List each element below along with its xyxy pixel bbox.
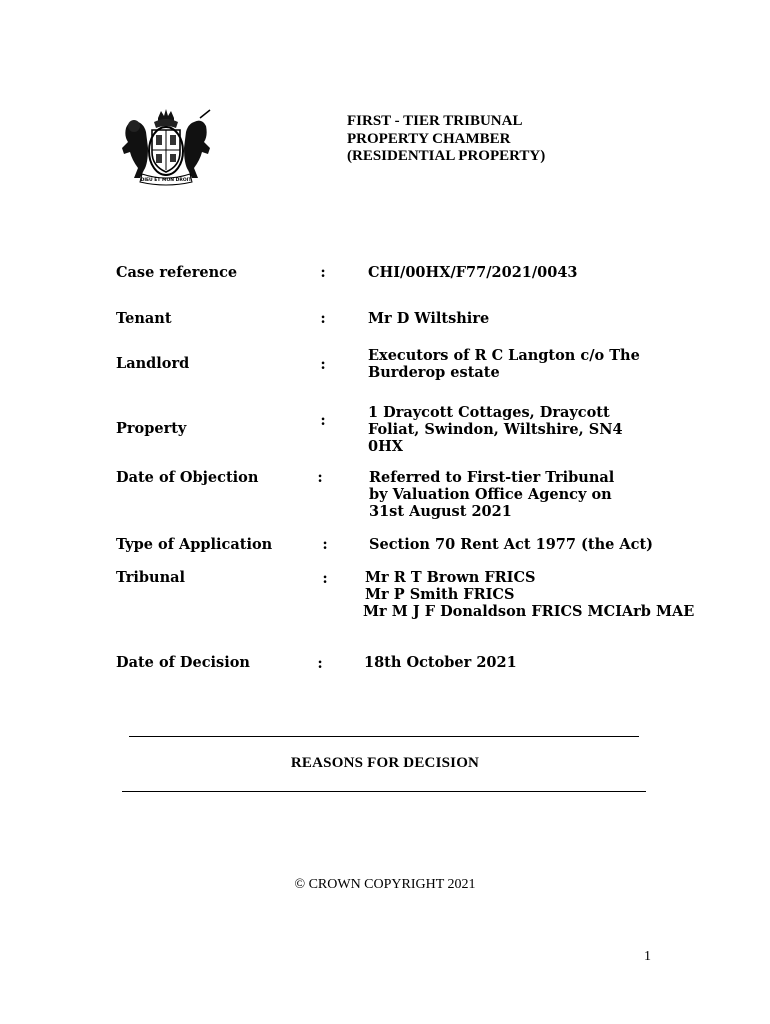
date-of-objection-label: Date of Objection (116, 469, 259, 486)
type-of-application-value: Section 70 Rent Act 1977 (the Act) (369, 536, 654, 553)
copyright-notice: © CROWN COPYRIGHT 2021 (294, 877, 476, 892)
crest-motto: DIEU ET MON DROIT (140, 178, 192, 183)
tenant-value: Mr D Wiltshire (368, 310, 490, 327)
type-of-application-colon: : (322, 536, 328, 553)
tribunal-member-2: Mr P Smith FRICS (365, 586, 515, 603)
landlord-value-line-2: Burderop estate (368, 364, 500, 381)
landlord-value-line-1: Executors of R C Langton c/o The (368, 347, 640, 364)
tribunal-header (347, 113, 545, 166)
royal-coat-of-arms-icon (118, 108, 214, 186)
tenant-label: Tenant (116, 310, 172, 327)
bottom-divider (122, 791, 646, 792)
tribunal-member-1: Mr R T Brown FRICS (365, 569, 536, 586)
date-of-objection-value-line-2: by Valuation Office Agency on (369, 486, 612, 503)
date-of-decision-label: Date of Decision (116, 654, 250, 671)
case-reference-colon: : (320, 264, 326, 281)
date-of-objection-value-line-3: 31st August 2021 (369, 503, 512, 520)
date-of-decision-value: 18th October 2021 (364, 654, 517, 671)
date-of-objection-value-line-1: Referred to First-tier Tribunal (369, 469, 615, 486)
type-of-application-label: Type of Application (116, 536, 273, 553)
property-value-line-2: Foliat, Swindon, Wiltshire, SN4 (368, 421, 623, 438)
top-divider (129, 736, 639, 737)
header-line-3: (RESIDENTIAL PROPERTY) (347, 148, 546, 164)
property-value-line-3: 0HX (368, 438, 404, 455)
landlord-label: Landlord (116, 355, 190, 372)
tribunal-label: Tribunal (116, 569, 186, 586)
property-label: Property (116, 420, 187, 437)
tribunal-member-3: Mr M J F Donaldson FRICS MCIArb MAE (363, 603, 695, 620)
date-of-objection-colon: : (317, 469, 323, 486)
case-reference-value: CHI/00HX/F77/2021/0043 (368, 264, 578, 281)
reasons-heading: REASONS FOR DECISION (290, 755, 480, 771)
header-line-2: PROPERTY CHAMBER (347, 130, 511, 147)
page-number: 1 (644, 949, 651, 964)
tenant-colon: : (320, 310, 326, 327)
date-of-decision-colon: : (317, 655, 323, 672)
property-value-line-1: 1 Draycott Cottages, Draycott (368, 404, 610, 421)
property-colon: : (320, 412, 326, 429)
landlord-colon: : (320, 356, 326, 373)
case-reference-label: Case reference (116, 264, 238, 281)
header-line-1: FIRST - TIER TRIBUNAL (347, 113, 523, 129)
tribunal-colon: : (322, 570, 328, 587)
